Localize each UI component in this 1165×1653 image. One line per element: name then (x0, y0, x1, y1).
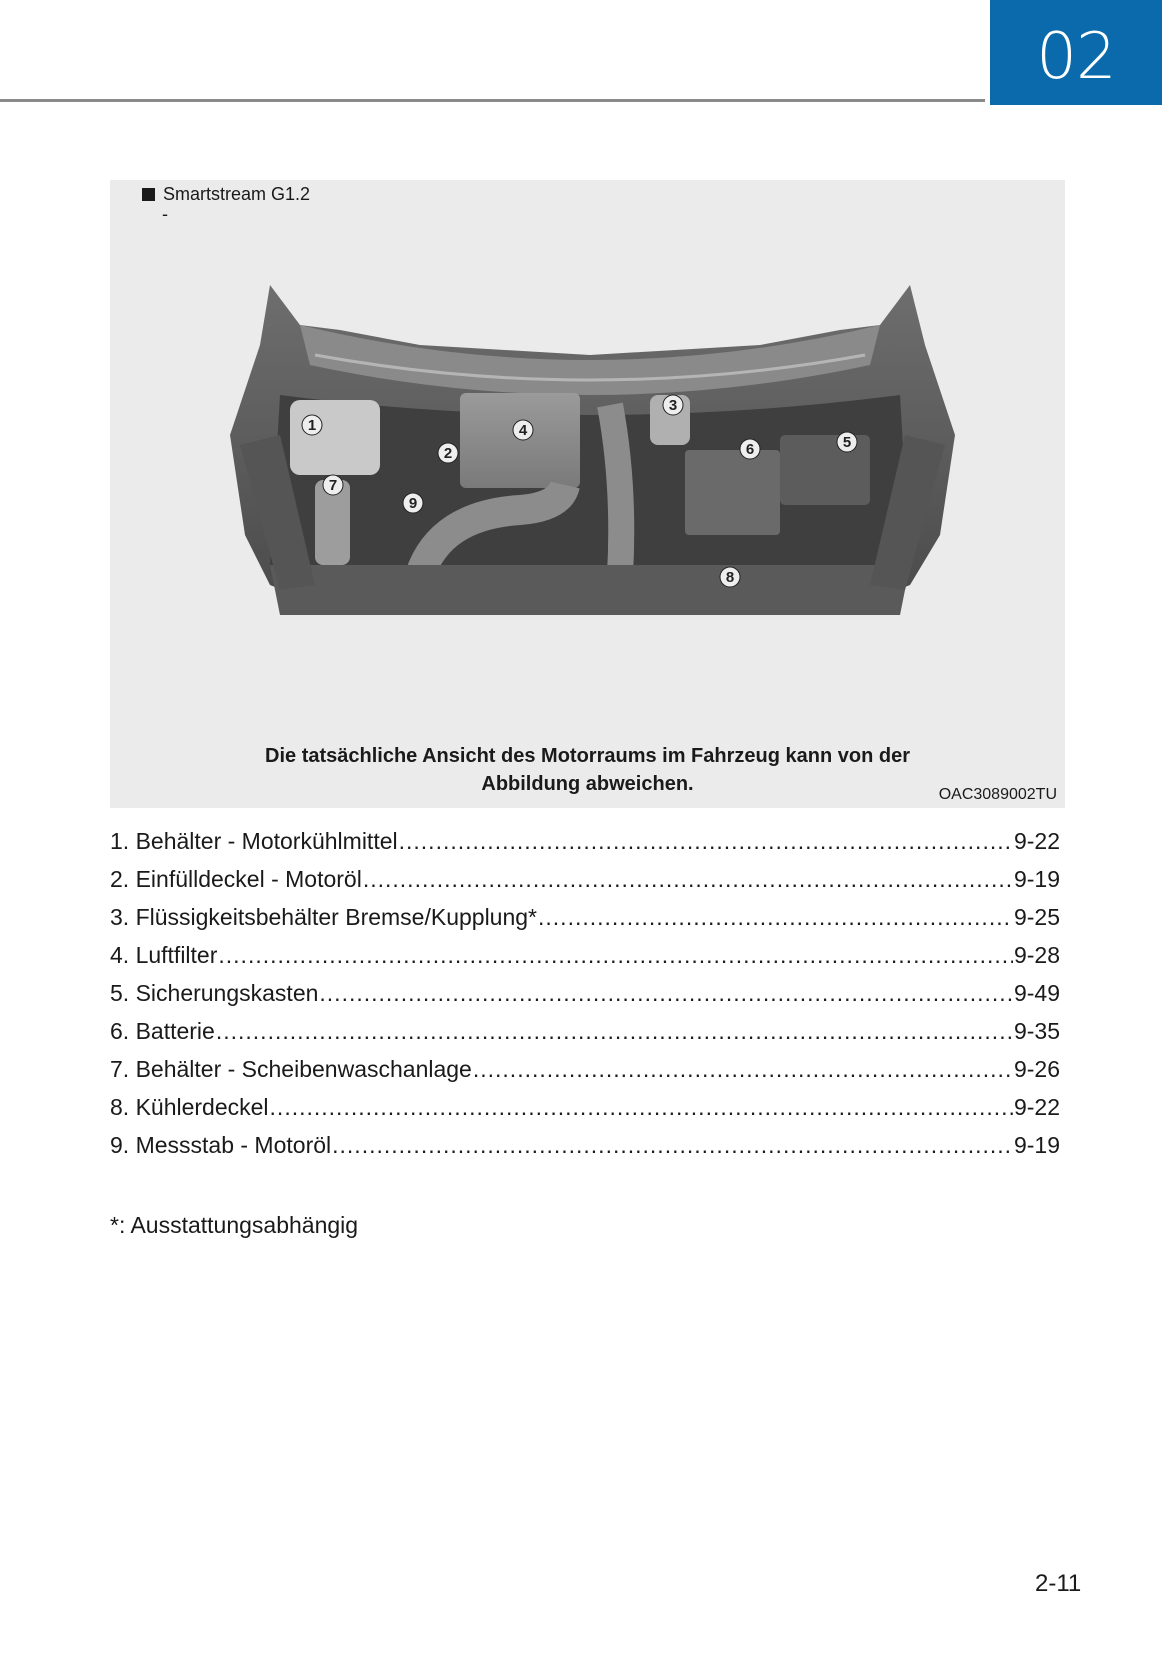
list-item: 2. Einfülldeckel - Motoröl ..... 9-19 (110, 866, 1060, 904)
list-item: 5. Sicherungskasten ..... 9-49 (110, 980, 1060, 1018)
page-ref: 9-49 (1013, 980, 1060, 1006)
list-item: 6. Batterie ..... 9-35 (110, 1018, 1060, 1056)
svg-text:5: 5 (842, 434, 852, 451)
image-code: OAC3089002TU (938, 786, 1057, 803)
leader-dots (332, 1132, 1013, 1159)
page-ref: 9-28 (1013, 942, 1060, 968)
svg-text:4: 4 (518, 422, 528, 439)
engine-sublabel: - (162, 204, 168, 224)
page-ref: 9-35 (1013, 1018, 1060, 1044)
list-item: 1. Behälter - Motorkühlmittel ..... 9-22 (110, 828, 1060, 866)
page-ref: 9-19 (1013, 1132, 1060, 1158)
callout-5 (837, 432, 857, 452)
page-ref: 9-25 (1013, 904, 1060, 930)
chapter-tab (990, 0, 1162, 105)
svg-text:9: 9 (408, 495, 418, 512)
engine-label-text: Smartstream G1.2 (163, 184, 311, 204)
leader-dots (538, 904, 1013, 931)
engine-label (142, 184, 310, 205)
page-number: 2-11 (1035, 1570, 1082, 1597)
svg-text:1: 1 (307, 417, 317, 434)
callout-6 (740, 439, 760, 459)
figure-caption: Die tatsächliche Ansicht des Motorraums im Fahrzeug kann von der Abbildung abweichen. (265, 745, 910, 795)
svg-text:8: 8 (725, 569, 735, 586)
svg-text:3: 3 (668, 397, 678, 414)
svg-text:2: 2 (443, 445, 453, 462)
list-item: 8. Kühlerdeckel ..... 9-22 (110, 1094, 1060, 1132)
callout-9 (403, 493, 423, 513)
page-ref: 9-19 (1013, 866, 1060, 892)
callout-8 (720, 567, 740, 587)
engine-figure-panel (110, 180, 1065, 808)
list-item: 3. Flüssigkeitsbehälter Bremse/Kupplung* ..... 9-25 (110, 904, 1060, 942)
square-bullet-icon (142, 188, 155, 201)
leader-dots (399, 828, 1013, 855)
svg-text:6: 6 (745, 441, 755, 458)
leader-dots (216, 1018, 1013, 1045)
leader-dots (270, 1094, 1013, 1121)
leader-dots (319, 980, 1013, 1007)
page-ref: 9-22 (1013, 828, 1060, 854)
list-item: 9. Messstab - Motoröl ..... 9-19 (110, 1132, 1060, 1170)
chapter-number: 02 (1036, 19, 1116, 94)
callout-3 (663, 395, 683, 415)
callout-2 (438, 443, 458, 463)
callout-4 (513, 420, 533, 440)
component-list (110, 828, 1060, 1170)
leader-dots (218, 942, 1013, 969)
page-ref: 9-26 (1013, 1056, 1060, 1082)
leader-dots (473, 1056, 1013, 1083)
list-item: 7. Behälter - Scheibenwaschanlage ..... 9-26 (110, 1056, 1060, 1094)
callout-1 (302, 415, 322, 435)
header-rule (0, 99, 985, 102)
callout-7 (323, 475, 343, 495)
list-item: 4. Luftfilter ..... 9-28 (110, 942, 1060, 980)
svg-text:7: 7 (328, 477, 338, 494)
leader-dots (363, 866, 1013, 893)
engine-bay-illustration (220, 285, 965, 625)
page-ref: 9-22 (1013, 1094, 1060, 1120)
footnote: *: Ausstattungsabhängig (110, 1212, 359, 1238)
